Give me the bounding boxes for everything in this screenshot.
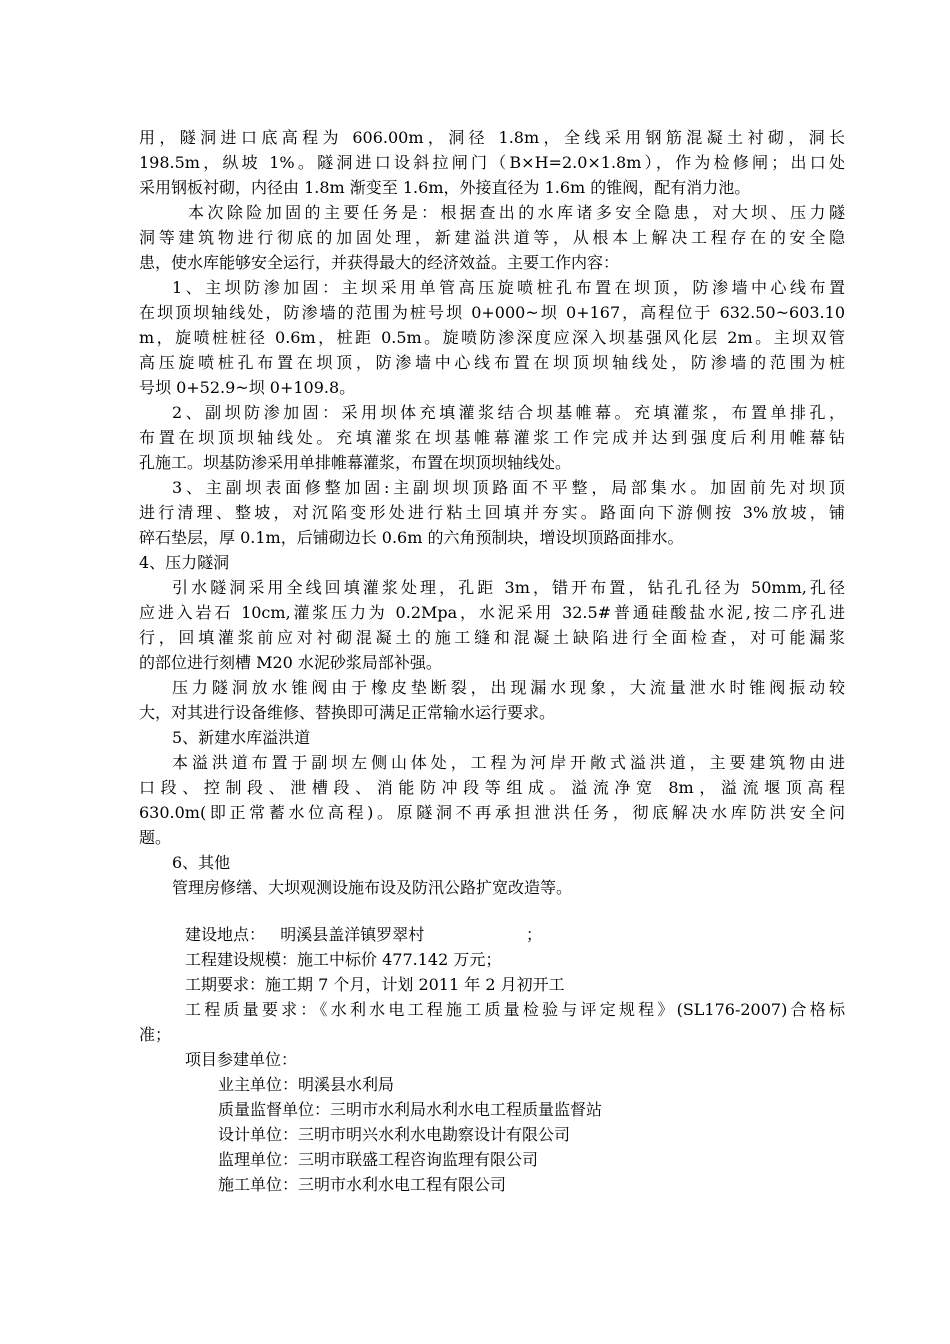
paragraph-line: 患，使水库能够安全运行，并获得最大的经济效益。主要工作内容： xyxy=(139,253,620,272)
paragraph-line: 碎石垫层，厚 0.1m，后铺砌边长 0.6m 的六角预制块，增设坝顶路面排水。 xyxy=(139,528,684,547)
paragraph-line: 洞等建筑物进行彻底的加固处理，新建溢洪道等，从根本上解决工程存在的安全隐 xyxy=(139,228,845,247)
participants-heading: 项目参建单位： xyxy=(185,1050,298,1069)
paragraph-line: 本溢洪道布置于副坝左侧山体处，工程为河岸开敞式溢洪道，主要建筑物由进 xyxy=(172,753,845,772)
paragraph-line: 的部位进行刻槽 M20 水泥砂浆局部补强。 xyxy=(139,653,442,672)
paragraph-line: 1、主坝防渗加固：主坝采用单管高压旋喷桩孔布置在坝顶，防渗墙中心线布置 xyxy=(172,278,845,297)
paragraph-line: 行，回填灌浆前应对衬砌混凝土的施工缝和混凝土缺陷进行全面检查，对可能漏浆 xyxy=(139,628,845,647)
paragraph-line: 进行清理、整坡，对沉陷变形处进行粘土回填并夯实。路面向下游侧按 3%放坡，铺 xyxy=(139,503,845,522)
paragraph-line: 198.5m，纵坡 1%。隧洞进口设斜拉闸门（B×H=2.0×1.8m），作为检修闸；出口处 xyxy=(139,153,845,172)
paragraph-line: 2、副坝防渗加固：采用坝体充填灌浆结合坝基帷幕。充填灌浆，布置单排孔， xyxy=(172,403,845,422)
paragraph-line: 孔施工。坝基防渗采用单排帷幕灌浆，布置在坝顶坝轴线处。 xyxy=(139,453,572,472)
paragraph-line: 号坝 0+52.9~坝 0+109.8。 xyxy=(139,378,356,397)
paragraph-line: 本次除险加固的主要任务是：根据查出的水库诸多安全隐患，对大坝、压力隧 xyxy=(188,203,845,222)
paragraph-line: m，旋喷桩桩径 0.6m，桩距 0.5m。旋喷防渗深度应深入坝基强风化层 2m。主坝双管 xyxy=(139,328,845,347)
paragraph-line: 在坝顶坝轴线处，防渗墙的范围为桩号坝 0+000~坝 0+167，高程位于 632.50~603.10 xyxy=(139,303,845,322)
quality-requirement-cont: 准； xyxy=(139,1025,172,1044)
paragraph-line: 题。 xyxy=(139,828,172,847)
paragraph-line: 应进入岩石 10cm,灌浆压力为 0.2Mpa，水泥采用 32.5#普通硅酸盐水泥,按二序孔进 xyxy=(139,603,845,622)
paragraph-line: 630.0m(即正常蓄水位高程)。原隧洞不再承担泄洪任务，彻底解决水库防洪安全问 xyxy=(139,803,845,822)
construction-unit: 施工单位：三明市水利水电工程有限公司 xyxy=(218,1175,507,1194)
section-heading: 6、其他 xyxy=(172,853,231,872)
paragraph-line: 管理房修缮、大坝观测设施布设及防汛公路扩宽改造等。 xyxy=(172,878,573,897)
paragraph-line: 压力隧洞放水锥阀由于橡皮垫断裂，出现漏水现象，大流量泄水时锥阀振动较 xyxy=(172,678,845,697)
paragraph-line: 引水隧洞采用全线回填灌浆处理，孔距 3m，错开布置，钻孔孔径为 50mm,孔径 xyxy=(172,578,845,597)
construction-scale: 工程建设规模：施工中标价 477.142 万元； xyxy=(185,950,502,969)
section-heading: 4、压力隧洞 xyxy=(139,553,230,572)
construction-location: 建设地点： 明溪县盖洋镇罗翠村 ； xyxy=(185,925,542,944)
design-unit: 设计单位：三明市明兴水利水电勘察设计有限公司 xyxy=(218,1125,571,1144)
paragraph-line: 大，对其进行设备维修、替换即可满足正常输水运行要求。 xyxy=(139,703,556,722)
paragraph-line: 口段、控制段、泄槽段、消能防冲段等组成。溢流净宽 8m，溢流堰顶高程 xyxy=(139,778,845,797)
section-heading: 5、新建水库溢洪道 xyxy=(172,728,311,747)
supervision-unit: 监理单位：三明市联盛工程咨询监理有限公司 xyxy=(218,1150,539,1169)
paragraph-line: 采用钢板衬砌，内径由 1.8m 渐变至 1.6m，外接直径为 1.6m 的锥阀，配有消力池。 xyxy=(139,178,751,197)
owner-unit: 业主单位：明溪县水利局 xyxy=(218,1075,395,1094)
paragraph-line: 用，隧洞进口底高程为 606.00m，洞径 1.8m，全线采用钢筋混凝土衬砌，洞长 xyxy=(139,128,845,147)
paragraph-line: 高压旋喷桩孔布置在坝顶，防渗墙中心线布置在坝顶坝轴线处，防渗墙的范围为桩 xyxy=(139,353,845,372)
paragraph-line: 3、主副坝表面修整加固:主副坝坝顶路面不平整，局部集水。加固前先对坝顶 xyxy=(172,478,845,497)
paragraph-line: 布置在坝顶坝轴线处。充填灌浆在坝基帷幕灌浆工作完成并达到强度后利用帷幕钻 xyxy=(139,428,845,447)
schedule-requirement: 工期要求：施工期 7 个月，计划 2011 年 2 月初开工 xyxy=(185,975,565,994)
quality-supervision-unit: 质量监督单位：三明市水利局水利水电工程质量监督站 xyxy=(218,1100,603,1119)
quality-requirement: 工程质量要求：《水利水电工程施工质量检验与评定规程》(SL176-2007)合格标 xyxy=(185,1000,845,1019)
